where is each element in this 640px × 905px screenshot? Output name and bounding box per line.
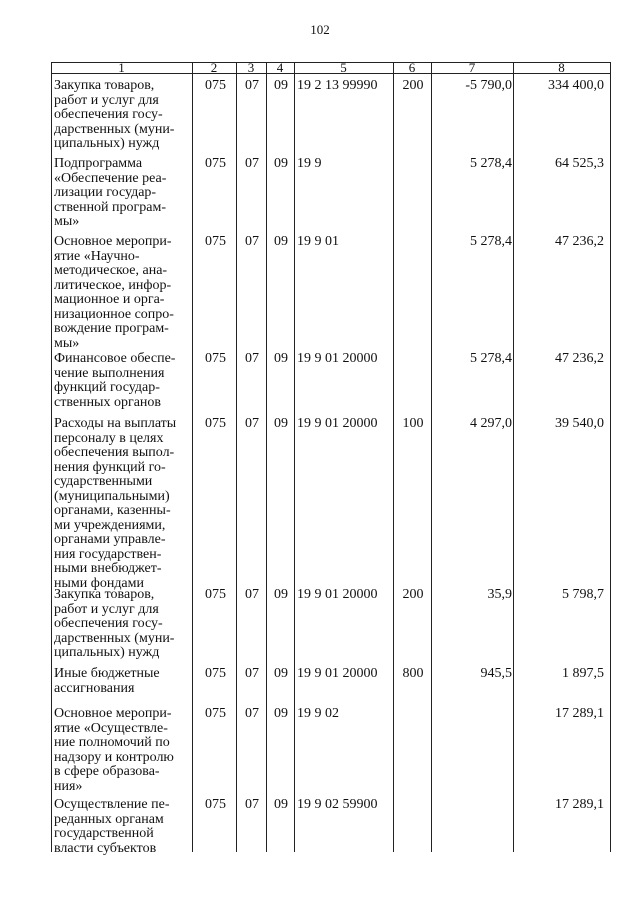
amount-change: 4 297,0	[470, 416, 512, 431]
column-header-1: 1	[118, 60, 125, 75]
amount-total: 334 400,0	[548, 78, 604, 93]
row-description: Основное меропри- ятие «Осуществле- ние полномочий по надзору и контролю в сфере образова- ния»	[54, 706, 174, 794]
target-article-code: 19 9 01 20000	[297, 416, 378, 431]
ministry-code: 075	[205, 234, 226, 249]
amount-change: 5 278,4	[470, 351, 512, 366]
amount-total: 17 289,1	[555, 706, 604, 721]
row-description: Осуществление пе- реданных органам государственной власти субъектов	[54, 797, 170, 856]
amount-change: 5 278,4	[470, 234, 512, 249]
amount-change: -5 790,0	[465, 78, 512, 93]
subsection-code: 09	[274, 797, 288, 812]
target-article-code: 19 9 01 20000	[297, 351, 378, 366]
section-code: 07	[245, 797, 259, 812]
section-code: 07	[245, 587, 259, 602]
amount-total: 5 798,7	[562, 587, 604, 602]
table-border-left	[51, 62, 52, 852]
subsection-code: 09	[274, 156, 288, 171]
section-code: 07	[245, 416, 259, 431]
subsection-code: 09	[274, 587, 288, 602]
column-header-8: 8	[558, 60, 565, 75]
amount-change: 945,5	[480, 666, 512, 681]
column-header-2: 2	[210, 60, 218, 75]
expense-type-code: 200	[402, 587, 424, 602]
ministry-code: 075	[205, 156, 226, 171]
column-divider	[266, 62, 267, 852]
column-header-6: 6	[408, 60, 416, 75]
row-description: Иные бюджетные ассигнования	[54, 666, 160, 696]
amount-total: 17 289,1	[555, 797, 604, 812]
page-number: 102	[310, 22, 330, 37]
row-description: Закупка товаров, работ и услуг для обеспечения госу- дарственных (муни- ципальных) нужд	[54, 587, 175, 660]
target-article-code: 19 2 13 99990	[297, 78, 378, 93]
amount-total: 39 540,0	[555, 416, 604, 431]
column-header-5: 5	[340, 60, 347, 75]
amount-total: 1 897,5	[562, 666, 604, 681]
ministry-code: 075	[205, 416, 226, 431]
ministry-code: 075	[205, 797, 226, 812]
amount-change: 5 278,4	[470, 156, 512, 171]
target-article-code: 19 9 02	[297, 706, 339, 721]
target-article-code: 19 9 01 20000	[297, 666, 378, 681]
amount-total: 47 236,2	[555, 351, 604, 366]
subsection-code: 09	[274, 351, 288, 366]
column-header-4: 4	[276, 60, 284, 75]
section-code: 07	[245, 706, 259, 721]
subsection-code: 09	[274, 78, 288, 93]
row-description: Подпрограмма «Обеспечение реа- лизации государ- ственной програм- мы»	[54, 156, 167, 229]
row-description: Финансовое обеспе- чение выполнения функций государ- ственных органов	[54, 351, 176, 410]
target-article-code: 19 9 01 20000	[297, 587, 378, 602]
amount-change: 35,9	[487, 587, 512, 602]
subsection-code: 09	[274, 234, 288, 249]
target-article-code: 19 9 02 59900	[297, 797, 378, 812]
ministry-code: 075	[205, 587, 226, 602]
column-divider	[236, 62, 237, 852]
expense-type-code: 200	[402, 78, 424, 93]
subsection-code: 09	[274, 416, 288, 431]
column-divider	[431, 62, 432, 852]
section-code: 07	[245, 78, 259, 93]
ministry-code: 075	[205, 351, 226, 366]
ministry-code: 075	[205, 78, 226, 93]
column-header-3: 3	[247, 60, 255, 75]
column-divider	[294, 62, 295, 852]
amount-total: 47 236,2	[555, 234, 604, 249]
section-code: 07	[245, 156, 259, 171]
row-description: Расходы на выплаты персоналу в целях обеспечения выпол- нения функций го- сударственными (муниципальными) органами, казенны- ми учреждениями, органами управле- ния государствен- ными внебюджет- ными фондами	[54, 416, 177, 591]
subsection-code: 09	[274, 706, 288, 721]
subsection-code: 09	[274, 666, 288, 681]
amount-total: 64 525,3	[555, 156, 604, 171]
row-description: Закупка товаров, работ и услуг для обеспечения госу- дарственных (муни- ципальных) нужд	[54, 78, 175, 151]
column-header-7: 7	[468, 60, 476, 75]
section-code: 07	[245, 234, 259, 249]
column-divider	[513, 62, 514, 852]
expense-type-code: 100	[402, 416, 424, 431]
target-article-code: 19 9	[297, 156, 322, 171]
ministry-code: 075	[205, 666, 226, 681]
table-border-right	[610, 62, 611, 852]
section-code: 07	[245, 351, 259, 366]
budget-table	[51, 60, 611, 856]
target-article-code: 19 9 01	[297, 234, 339, 249]
ministry-code: 075	[205, 706, 226, 721]
row-description: Основное меропри- ятие «Научно- методическое, ана- литическое, инфор- мационное и орга- низационное сопро- вождение програм- мы»	[54, 234, 174, 351]
expense-type-code: 800	[402, 666, 424, 681]
section-code: 07	[245, 666, 259, 681]
column-divider	[393, 62, 394, 852]
